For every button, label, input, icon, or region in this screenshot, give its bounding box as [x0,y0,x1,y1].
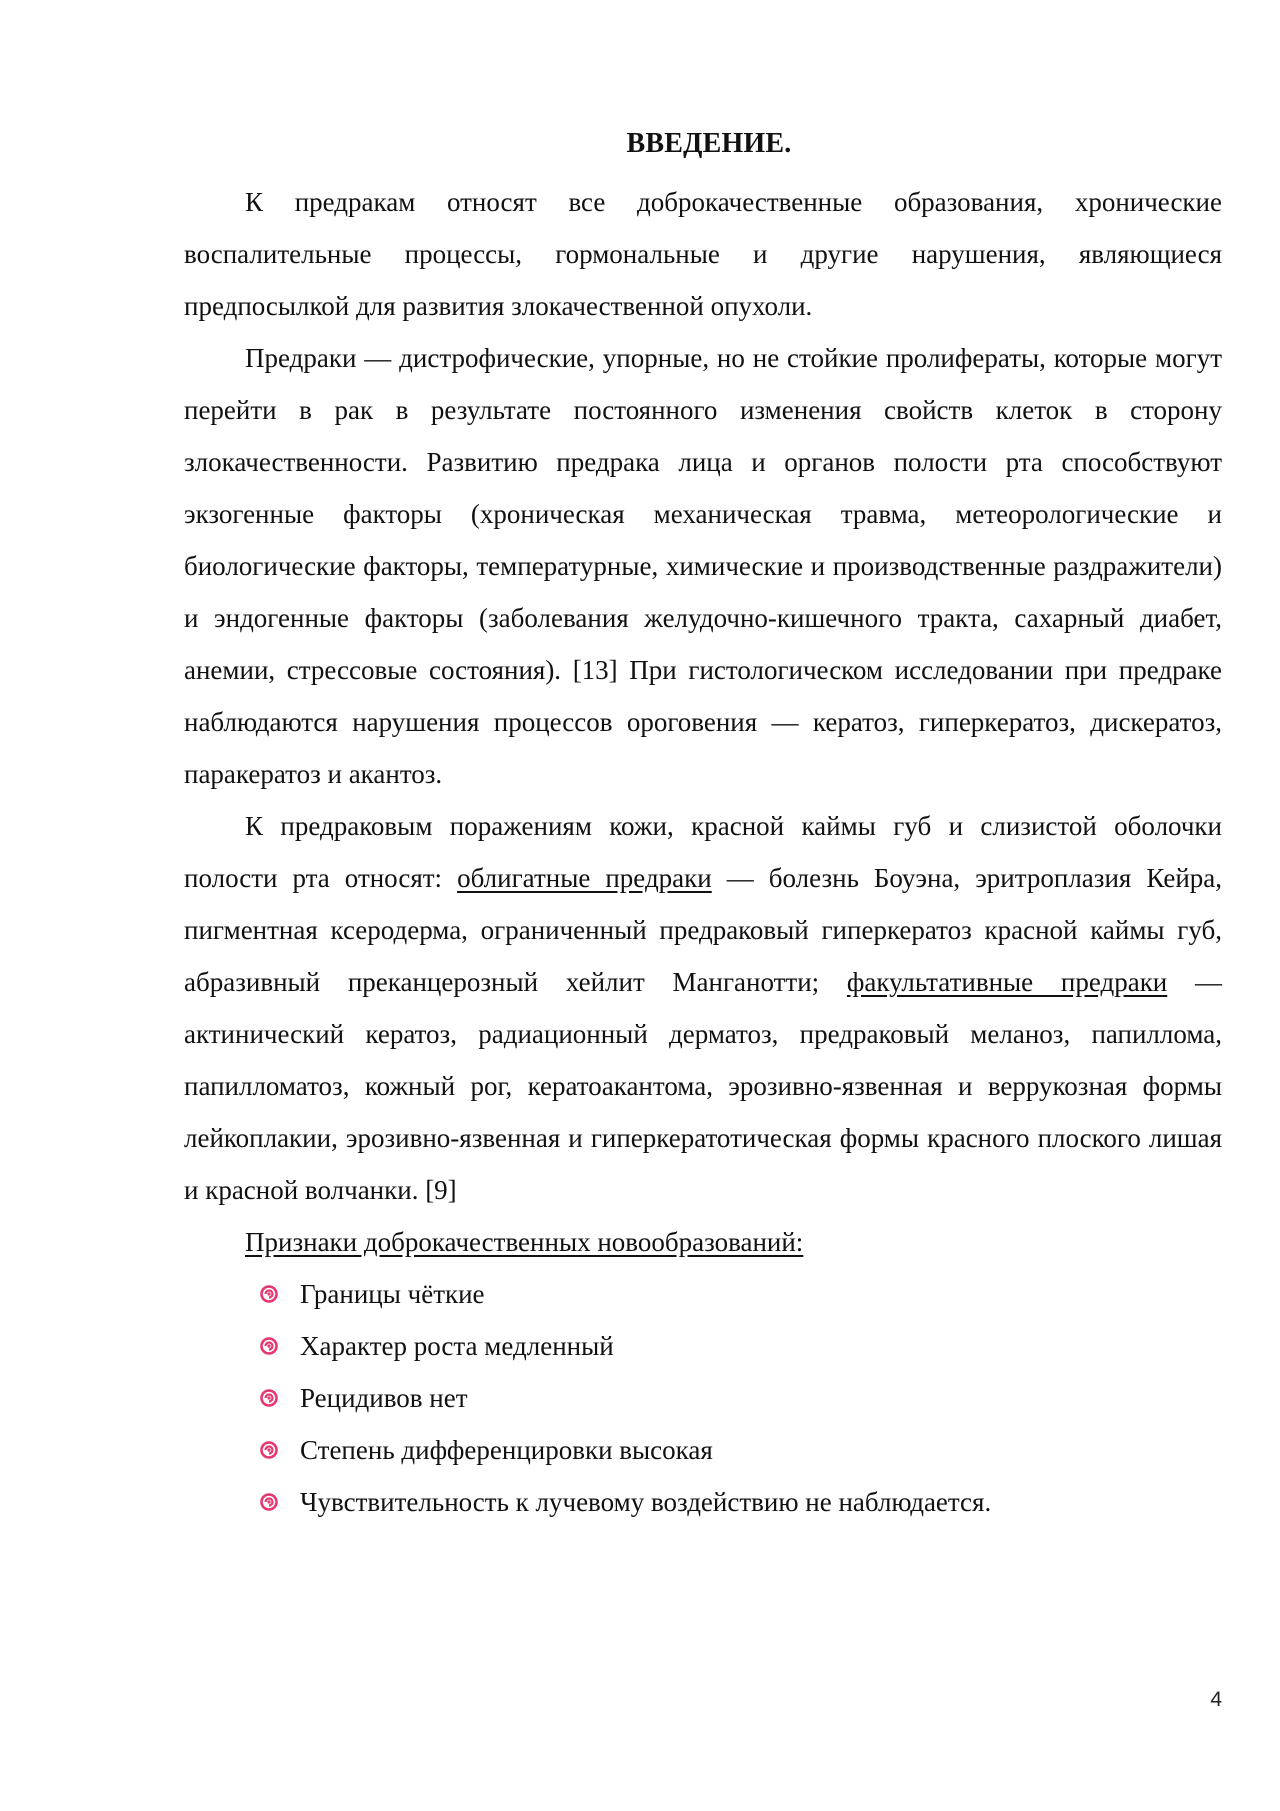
paragraph-3-facultative-text: — актинический кератоз, радиационный дерматоз, предраковый меланоз, папиллома, папилломатоз, кожный рог, кератоакантома, эрозивно-язвенная и веррукозная формы лейкоплакии, эрозивно-язвенная и гиперкератотическая формы красного плоского лишая и красной волчанки. [9] [184,967,1222,1205]
list-item [184,1320,1222,1372]
list-item-text: Характер роста медленный [300,1331,614,1361]
page-content [184,118,1222,1528]
swirl-bullet-icon [260,1493,278,1511]
page-title: ВВЕДЕНИЕ. [626,128,792,159]
swirl-bullet-icon [260,1441,278,1459]
paragraph-1: К предракам относят все доброкачественные образования, хронические воспалительные процессы, гормональные и другие нарушения, являющиеся предпосылкой для развития злокачественной опухоли. [184,187,1222,321]
signs-list [184,1268,1222,1528]
list-item-text: Степень дифференцировки высокая [300,1435,713,1465]
paragraph-3-obligate-text: — болезнь Боуэна, эритроплазия Кейра, пигментная ксеродерма, ограниченный предраковый гиперкератоз красной каймы губ, абразивный преканцерозный хейлит Манганотти; [184,863,1222,997]
swirl-bullet-icon [260,1389,278,1407]
obligate-precancers-term: облигатные предраки [457,863,712,893]
list-item-text: Границы чёткие [300,1279,485,1309]
list-item-text: Чувствительность к лучевому воздействию не наблюдается. [300,1487,992,1517]
page-number: 4 [1210,1688,1222,1711]
list-item [184,1268,1222,1320]
swirl-bullet-icon [260,1337,278,1355]
paragraph-3 [184,800,1222,1216]
list-item [184,1372,1222,1424]
paragraph-3-intro: К предраковым поражениям кожи, красной каймы губ и слизистой оболочки полости рта относят: [184,811,1222,893]
list-item [184,1476,1222,1528]
list-item [184,1424,1222,1476]
paragraph-2: Предраки — дистрофические, упорные, но не стойкие пролифераты, которые могут перейти в рак в результате постоянного изменения свойств клеток в сторону злокачественности. Развитию предрака лица и органов полости рта способствуют экзогенные факторы (хроническая механическая травма, метеорологические и биологические факторы, температурные, химические и производственные раздражители) и эндогенные факторы (заболевания желудочно-кишечного тракта, сахарный диабет, анемии, стрессовые состояния). [13] При гистологическом исследовании при предраке наблюдаются нарушения процессов ороговения — кератоз, гиперкератоз, дискератоз, паракератоз и акантоз. [184,343,1222,789]
swirl-bullet-icon [260,1285,278,1303]
list-title: Признаки доброкачественных новообразований: [245,1227,804,1257]
list-item-text: Рецидивов нет [300,1383,468,1413]
facultative-precancers-term: факультативные предраки [846,967,1168,997]
